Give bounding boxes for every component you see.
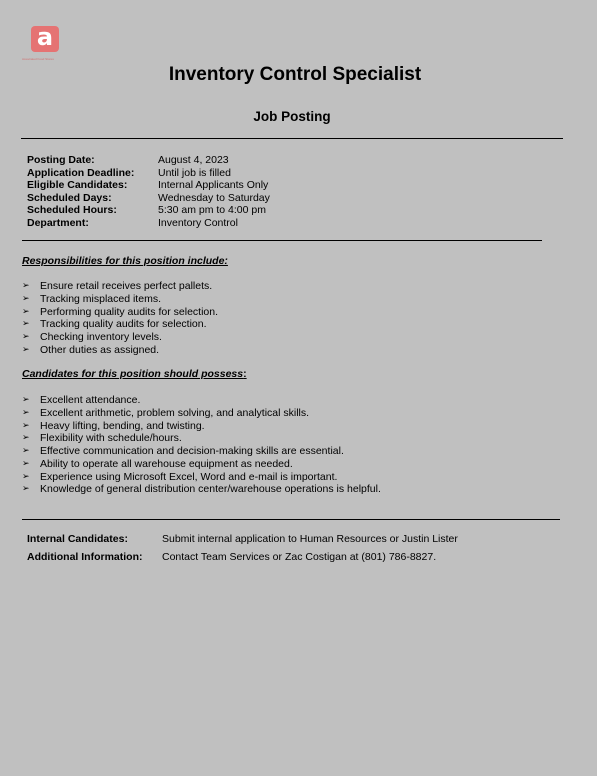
list-item [22, 432, 381, 445]
arrow-bullet-icon: ➢ [22, 458, 30, 469]
detail-row [27, 167, 270, 180]
list-item [22, 293, 218, 306]
detail-value: Wednesday to Saturday [158, 191, 270, 204]
logo-letter: a [36, 23, 54, 51]
detail-label: Posting Date: [27, 154, 95, 166]
detail-row [27, 204, 270, 217]
list-item [22, 331, 218, 344]
list-item-text: Experience using Microsoft Excel, Word and e-mail is important. [40, 470, 338, 483]
document-subtitle: Job Posting [253, 109, 331, 124]
contact-info [27, 533, 458, 569]
detail-value: August 4, 2023 [158, 154, 229, 166]
detail-label: Scheduled Hours: [27, 204, 117, 217]
contact-label: Additional Information: [27, 551, 143, 563]
page-edge [597, 0, 605, 776]
list-item-text: Heavy lifting, bending, and twisting. [40, 419, 205, 432]
contact-label: Internal Candidates: [27, 533, 128, 545]
arrow-bullet-icon: ➢ [22, 471, 30, 482]
list-item [22, 458, 381, 471]
list-item [22, 280, 218, 293]
arrow-bullet-icon: ➢ [22, 344, 30, 355]
candidates-list [22, 394, 381, 496]
detail-label: Eligible Candidates: [27, 179, 128, 192]
list-item [22, 445, 381, 458]
list-item-text: Tracking quality audits for selection. [40, 318, 207, 331]
arrow-bullet-icon: ➢ [22, 407, 30, 418]
header-divider [21, 138, 563, 139]
logo-caption: Associated Food Stores [22, 57, 54, 61]
detail-row [27, 217, 270, 230]
arrow-bullet-icon: ➢ [22, 395, 30, 405]
list-item-text: Excellent arithmetic, problem solving, and analytical skills. [40, 406, 310, 419]
detail-label: Scheduled Days: [27, 191, 112, 204]
list-item [22, 420, 381, 433]
contact-row [27, 551, 458, 569]
arrow-bullet-icon: ➢ [22, 332, 30, 342]
list-item-text: Flexibility with schedule/hours. [40, 432, 182, 445]
arrow-bullet-icon: ➢ [22, 484, 30, 495]
list-item [22, 344, 218, 357]
arrow-bullet-icon: ➢ [22, 293, 30, 304]
list-item-text: Ensure retail receives perfect pallets. [40, 280, 213, 292]
detail-value: Until job is filled [158, 166, 231, 179]
list-item-text: Ability to operate all warehouse equipment as needed. [40, 457, 293, 470]
arrow-bullet-icon: ➢ [22, 420, 30, 431]
responsibilities-heading-text: Responsibilities for this position include: [22, 255, 228, 267]
detail-row [27, 192, 270, 205]
responsibilities-heading [22, 255, 228, 267]
list-item [22, 471, 381, 484]
list-item-text: Effective communication and decision-making skills are essential. [40, 445, 344, 457]
detail-label: Department: [27, 216, 89, 229]
list-item [22, 394, 381, 407]
list-item [22, 407, 381, 420]
detail-value: 5:30 am pm to 4:00 pm [158, 204, 266, 217]
detail-row [27, 179, 270, 192]
list-item-text: Knowledge of general distribution center/warehouse operations is helpful. [40, 483, 381, 496]
list-item-text: Other duties as assigned. [40, 343, 160, 356]
candidates-heading-colon: : [243, 368, 247, 380]
contact-value: Submit internal application to Human Resources or Justin Lister [162, 533, 458, 545]
arrow-bullet-icon: ➢ [22, 306, 30, 317]
candidates-heading [22, 368, 247, 380]
details-divider [22, 240, 542, 241]
detail-value: Internal Applicants Only [158, 179, 269, 192]
posting-details [27, 154, 270, 230]
arrow-bullet-icon: ➢ [22, 281, 30, 291]
list-item [22, 306, 218, 319]
arrow-bullet-icon: ➢ [22, 433, 30, 444]
footer-divider [22, 519, 560, 520]
company-logo [31, 23, 59, 52]
detail-label: Application Deadline: [27, 166, 135, 179]
document-title: Inventory Control Specialist [168, 64, 422, 85]
list-item-text: Tracking misplaced items. [40, 292, 161, 305]
candidates-heading-text: Candidates for this position should possess [22, 368, 244, 380]
arrow-bullet-icon: ➢ [22, 446, 30, 456]
detail-value: Inventory Control [158, 216, 238, 229]
list-item-text: Checking inventory levels. [40, 331, 162, 343]
list-item [22, 318, 218, 331]
arrow-bullet-icon: ➢ [22, 319, 30, 330]
list-item-text: Excellent attendance. [40, 394, 141, 406]
responsibilities-list [22, 280, 218, 357]
contact-row [27, 533, 458, 551]
contact-value: Contact Team Services or Zac Costigan at (801) 786-8827. [162, 551, 437, 563]
detail-row [27, 154, 270, 167]
list-item [22, 483, 381, 496]
list-item-text: Performing quality audits for selection. [40, 305, 219, 318]
